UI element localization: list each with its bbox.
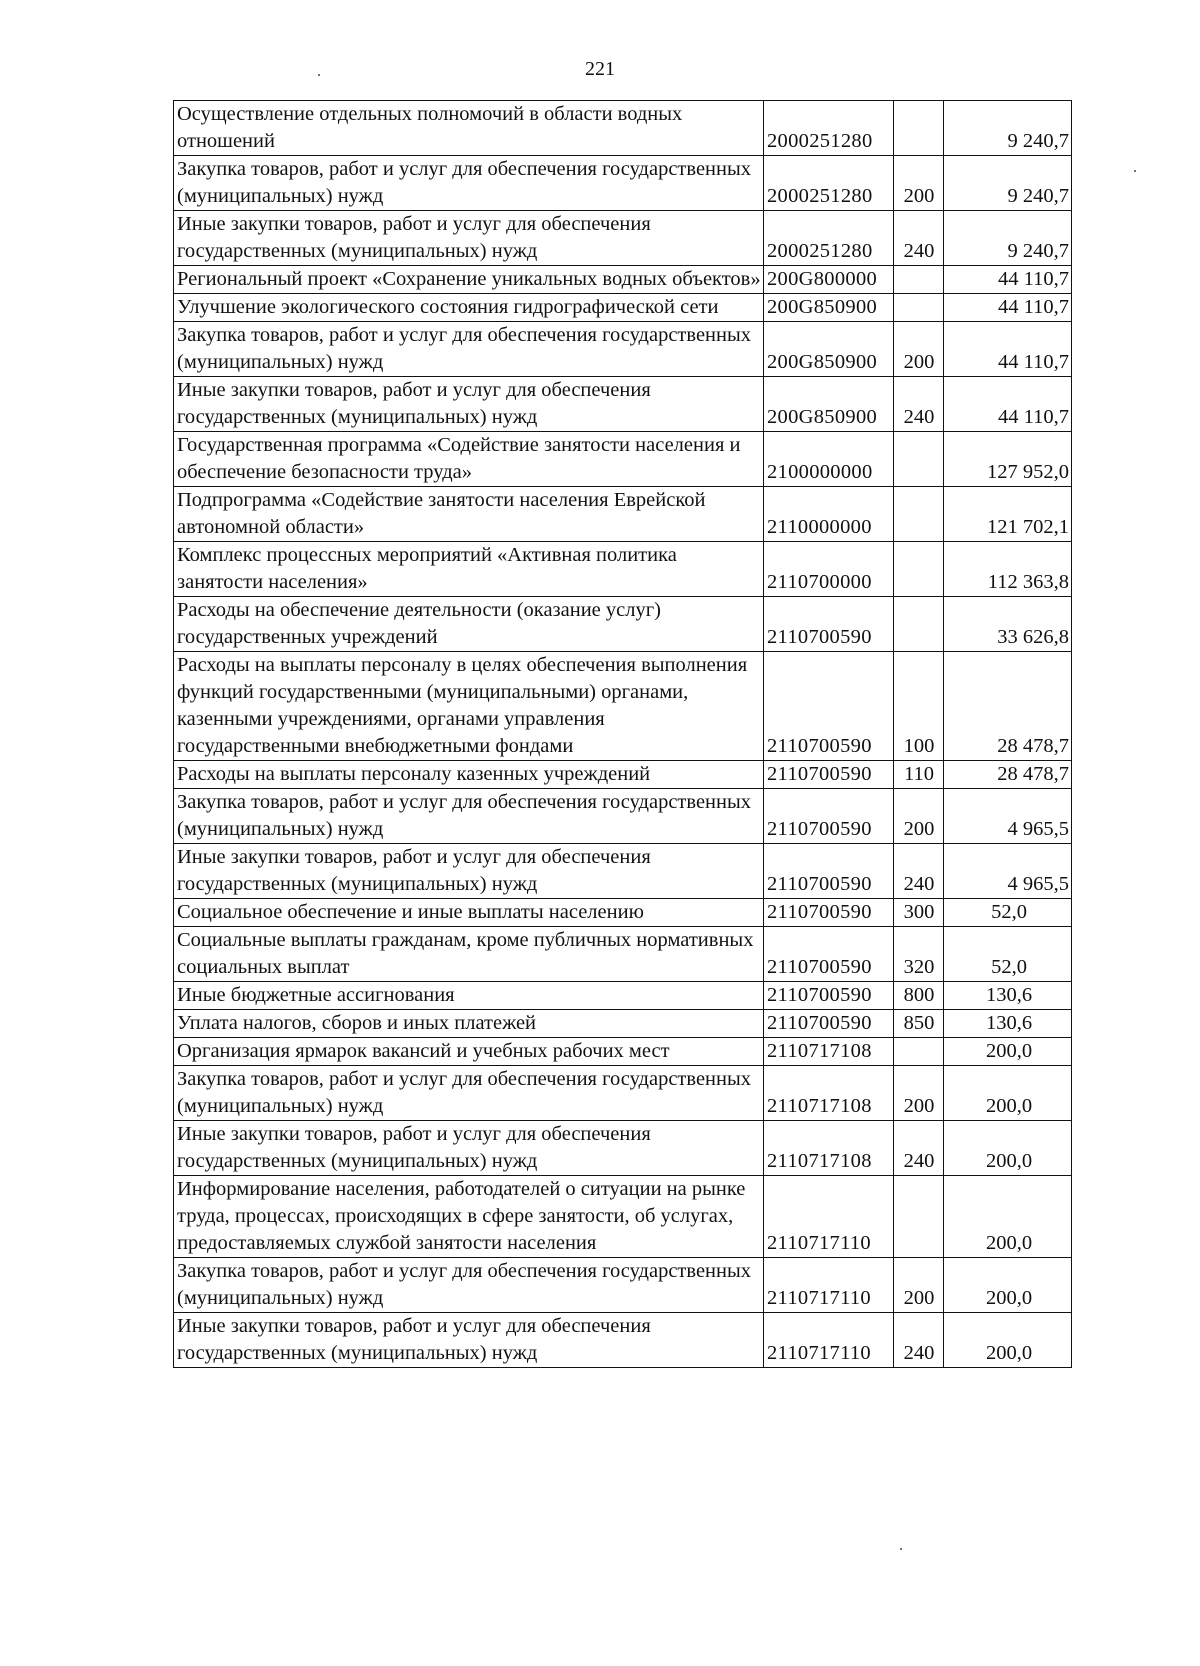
- table-row: [174, 266, 1072, 294]
- row-name-cell: Подпрограмма «Содействие занятости населения Еврейской автономной области»: [174, 487, 764, 542]
- row-amount-cell: 130,6: [944, 1010, 1072, 1038]
- row-type-cell: [894, 101, 944, 156]
- table-row: [174, 432, 1072, 487]
- row-amount-cell: 28 478,7: [944, 652, 1072, 761]
- row-name-cell: Социальное обеспечение и иные выплаты населению: [174, 899, 764, 927]
- row-name-cell: Региональный проект «Сохранение уникальных водных объектов»: [174, 266, 764, 294]
- row-type-cell: [894, 432, 944, 487]
- table-row: [174, 1121, 1072, 1176]
- row-code-cell: 2110000000: [764, 487, 894, 542]
- table-row: [174, 542, 1072, 597]
- table-row: [174, 1038, 1072, 1066]
- row-code-cell: 200G850900: [764, 322, 894, 377]
- row-type-cell: 200: [894, 156, 944, 211]
- row-amount-cell: 44 110,7: [944, 322, 1072, 377]
- row-amount-cell: 121 702,1: [944, 487, 1072, 542]
- row-type-cell: 240: [894, 1121, 944, 1176]
- table-row: [174, 927, 1072, 982]
- row-type-cell: [894, 294, 944, 322]
- table-row: [174, 294, 1072, 322]
- table-row: [174, 487, 1072, 542]
- row-code-cell: 2110700590: [764, 597, 894, 652]
- row-amount-cell: 9 240,7: [944, 101, 1072, 156]
- table-row: [174, 652, 1072, 761]
- table-row: [174, 597, 1072, 652]
- row-amount-cell: 200,0: [944, 1038, 1072, 1066]
- row-type-cell: 850: [894, 1010, 944, 1038]
- row-code-cell: 2110700590: [764, 927, 894, 982]
- row-code-cell: 2110717108: [764, 1121, 894, 1176]
- scan-speck: [900, 1548, 902, 1550]
- row-name-cell: Закупка товаров, работ и услуг для обеспечения государственных (муниципальных) нужд: [174, 1258, 764, 1313]
- row-name-cell: Иные закупки товаров, работ и услуг для обеспечения государственных (муниципальных) нужд: [174, 1121, 764, 1176]
- row-amount-cell: 9 240,7: [944, 211, 1072, 266]
- row-type-cell: 100: [894, 652, 944, 761]
- row-code-cell: 2110717108: [764, 1066, 894, 1121]
- table-row: [174, 1176, 1072, 1258]
- row-type-cell: 240: [894, 1313, 944, 1368]
- table-row: [174, 982, 1072, 1010]
- row-amount-cell: 44 110,7: [944, 266, 1072, 294]
- row-code-cell: 2110717108: [764, 1038, 894, 1066]
- row-code-cell: 2110700000: [764, 542, 894, 597]
- row-type-cell: 200: [894, 322, 944, 377]
- row-amount-cell: 200,0: [944, 1258, 1072, 1313]
- row-type-cell: 110: [894, 761, 944, 789]
- row-name-cell: Закупка товаров, работ и услуг для обеспечения государственных (муниципальных) нужд: [174, 789, 764, 844]
- row-type-cell: 800: [894, 982, 944, 1010]
- row-amount-cell: 112 363,8: [944, 542, 1072, 597]
- row-type-cell: 200: [894, 1258, 944, 1313]
- row-amount-cell: 200,0: [944, 1313, 1072, 1368]
- row-type-cell: [894, 1038, 944, 1066]
- table-row: [174, 761, 1072, 789]
- table-row: [174, 1066, 1072, 1121]
- row-code-cell: 200G850900: [764, 377, 894, 432]
- row-type-cell: [894, 487, 944, 542]
- table-row: [174, 322, 1072, 377]
- row-code-cell: 2110717110: [764, 1176, 894, 1258]
- row-name-cell: Расходы на выплаты персоналу казенных учреждений: [174, 761, 764, 789]
- table-row: [174, 211, 1072, 266]
- row-type-cell: 200: [894, 789, 944, 844]
- row-name-cell: Уплата налогов, сборов и иных платежей: [174, 1010, 764, 1038]
- row-name-cell: Иные закупки товаров, работ и услуг для обеспечения государственных (муниципальных) нужд: [174, 1313, 764, 1368]
- row-name-cell: Информирование населения, работодателей о ситуации на рынке труда, процессах, происходящих в сфере занятости, об услугах, предоставляемых службой занятости населения: [174, 1176, 764, 1258]
- row-code-cell: 2110700590: [764, 844, 894, 899]
- row-name-cell: Расходы на выплаты персоналу в целях обеспечения выполнения функций государственными (муниципальными) органами, казенными учреждениями, органами управления государственными внебюджетными фондами: [174, 652, 764, 761]
- table-row: [174, 789, 1072, 844]
- row-amount-cell: 9 240,7: [944, 156, 1072, 211]
- table-row: [174, 1010, 1072, 1038]
- row-type-cell: 300: [894, 899, 944, 927]
- row-code-cell: 200G800000: [764, 266, 894, 294]
- row-name-cell: Иные бюджетные ассигнования: [174, 982, 764, 1010]
- row-code-cell: 2110717110: [764, 1313, 894, 1368]
- row-amount-cell: 28 478,7: [944, 761, 1072, 789]
- row-name-cell: Осуществление отдельных полномочий в области водных отношений: [174, 101, 764, 156]
- row-name-cell: Расходы на обеспечение деятельности (оказание услуг) государственных учреждений: [174, 597, 764, 652]
- budget-table-body: [174, 101, 1072, 1368]
- row-type-cell: [894, 597, 944, 652]
- row-code-cell: 2000251280: [764, 211, 894, 266]
- row-amount-cell: 33 626,8: [944, 597, 1072, 652]
- row-amount-cell: 4 965,5: [944, 789, 1072, 844]
- row-code-cell: 200G850900: [764, 294, 894, 322]
- row-name-cell: Закупка товаров, работ и услуг для обеспечения государственных (муниципальных) нужд: [174, 156, 764, 211]
- row-name-cell: Закупка товаров, работ и услуг для обеспечения государственных (муниципальных) нужд: [174, 322, 764, 377]
- row-code-cell: 2110700590: [764, 652, 894, 761]
- row-type-cell: 200: [894, 1066, 944, 1121]
- page-number: 221: [585, 58, 615, 80]
- row-code-cell: 2000251280: [764, 101, 894, 156]
- row-amount-cell: 52,0: [944, 927, 1072, 982]
- row-code-cell: 2110700590: [764, 899, 894, 927]
- row-type-cell: 320: [894, 927, 944, 982]
- row-code-cell: 2110700590: [764, 761, 894, 789]
- table-row: [174, 899, 1072, 927]
- row-amount-cell: 130,6: [944, 982, 1072, 1010]
- table-row: [174, 377, 1072, 432]
- row-name-cell: Государственная программа «Содействие занятости населения и обеспечение безопасности труда»: [174, 432, 764, 487]
- row-type-cell: [894, 266, 944, 294]
- row-code-cell: 2110700590: [764, 789, 894, 844]
- row-code-cell: 2000251280: [764, 156, 894, 211]
- table-row: [174, 844, 1072, 899]
- row-amount-cell: 200,0: [944, 1066, 1072, 1121]
- row-code-cell: 2110700590: [764, 982, 894, 1010]
- budget-table: [173, 100, 1072, 1368]
- table-row: [174, 156, 1072, 211]
- row-type-cell: 240: [894, 211, 944, 266]
- row-name-cell: Иные закупки товаров, работ и услуг для обеспечения государственных (муниципальных) нужд: [174, 211, 764, 266]
- row-amount-cell: 4 965,5: [944, 844, 1072, 899]
- row-amount-cell: 44 110,7: [944, 294, 1072, 322]
- row-name-cell: Закупка товаров, работ и услуг для обеспечения государственных (муниципальных) нужд: [174, 1066, 764, 1121]
- row-type-cell: 240: [894, 844, 944, 899]
- row-name-cell: Организация ярмарок вакансий и учебных рабочих мест: [174, 1038, 764, 1066]
- row-code-cell: 2110717110: [764, 1258, 894, 1313]
- table-row: [174, 1258, 1072, 1313]
- row-type-cell: [894, 1176, 944, 1258]
- table-row: [174, 101, 1072, 156]
- row-name-cell: Комплекс процессных мероприятий «Активная политика занятости населения»: [174, 542, 764, 597]
- row-amount-cell: 52,0: [944, 899, 1072, 927]
- scan-speck: [1134, 170, 1136, 172]
- row-name-cell: Иные закупки товаров, работ и услуг для обеспечения государственных (муниципальных) нужд: [174, 377, 764, 432]
- scan-speck: [318, 74, 320, 76]
- row-amount-cell: 44 110,7: [944, 377, 1072, 432]
- row-amount-cell: 200,0: [944, 1176, 1072, 1258]
- row-name-cell: Социальные выплаты гражданам, кроме публичных нормативных социальных выплат: [174, 927, 764, 982]
- row-type-cell: 240: [894, 377, 944, 432]
- row-code-cell: 2100000000: [764, 432, 894, 487]
- row-name-cell: Иные закупки товаров, работ и услуг для обеспечения государственных (муниципальных) нужд: [174, 844, 764, 899]
- row-amount-cell: 127 952,0: [944, 432, 1072, 487]
- table-row: [174, 1313, 1072, 1368]
- row-amount-cell: 200,0: [944, 1121, 1072, 1176]
- row-name-cell: Улучшение экологического состояния гидрографической сети: [174, 294, 764, 322]
- row-code-cell: 2110700590: [764, 1010, 894, 1038]
- row-type-cell: [894, 542, 944, 597]
